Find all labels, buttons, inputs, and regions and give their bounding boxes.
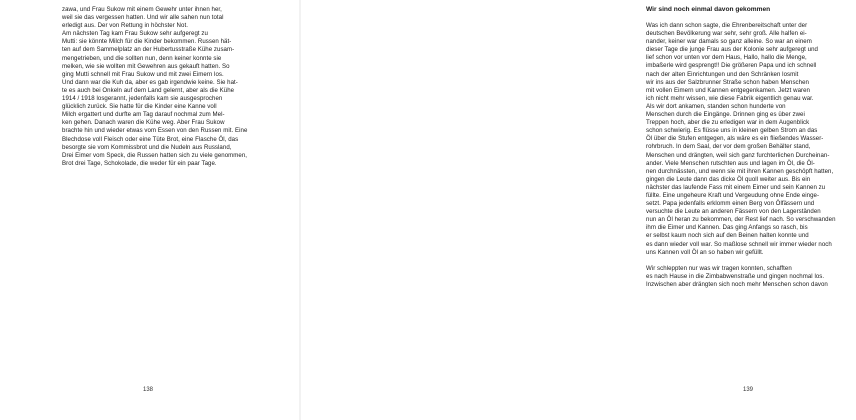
text-line: ich nicht mehr wissen, wie diese Fabrik eigentlich genau war. [646,94,814,102]
text-line: te es auch bei Onkeln auf dem Land gelernt, aber als die Kühe [62,86,235,94]
text-line: wir ins aus der Salzbrunner Straße schon haben Menschen [646,78,809,86]
text-line: ging Mutti schnell mit Frau Sukow und mit zwei Eimern los. [62,70,224,78]
text-line: Menschen durch die Eingänge. Drinnen ging es über zwei [646,111,805,119]
text-line: nun an Öl heran zu bekommen, der Rest lief nach. So verschwanden [646,216,836,224]
text-line [646,257,856,265]
text-line: es nach Hause in die Zimbabwenstraße und gingen nochmal los. [646,272,825,280]
text-line: Drei Eimer vom Speck, die Russen hatten sich zu viele genommen, [62,151,248,159]
text-line: Als wir dort ankamen, standen schon hunderte von [646,102,786,110]
text-line: melken, wie sie wollten mit Gewehren aus gekauft hatten. So [62,62,230,70]
right-page [300,0,836,420]
text-line: gingen die Leute dann das dicke Öl quoll weiter aus. Bis ein [646,175,811,183]
text-line: versuchte die Leute an anderen Fässern von den Lagerständen [646,208,821,216]
text-line: Brot drei Tage, Schokolade, die weder für ein paar Tage. [62,159,217,167]
text-line: weil sie das vergessen hatten. Und wir alle sahen nun total [62,14,224,22]
text-line: Mutti: sie könnte Milch für die Kinder bekommen. Russen hät- [62,38,232,46]
text-line: nächster das laufende Fass mit einem Eimer und sein Kannen zu [646,183,826,191]
text-line: nander, keiner war damals so ganz alleine. So war an einem [646,38,812,46]
left-page-text [62,6,265,168]
text-line: füllte. Eine ungeheure Kraft und Vergeudung ohne Ende einge- [646,191,820,199]
text-line: ten auf dem Sammelplatz an der Hubertusstraße Kühe zusam- [62,46,235,54]
text-line: Was ich dann schon sagte, die Ehrenbereitschaft unter der [646,22,808,29]
text-line: Inzwischen aber drängten sich noch mehr Menschen schon davon [646,281,828,288]
text-line: dieser Tage die junge Frau aus der Kolonie sehr aufgeregt und [646,46,818,54]
right-page-text [646,6,856,289]
text-line: uns Kannen voll Öl an so haben wir gefüllt. [646,248,764,256]
text-line: ken gehen. Danach waren die Kühe weg. Aber Frau Sukow [62,119,225,127]
text-line: nach der alten Einrichtungen und den Schränken losmit [646,70,799,78]
text-line: er selbst kaum noch sich auf den Beinen halten konnte und [646,232,809,240]
text-line: Blechdose voll Fleisch oder eine Tüte Brot, eine Flasche Öl, das [62,135,239,143]
left-page-number: 138 [143,387,154,393]
text-line: erledigt aus. Der von Rettung in höchster Not. [62,22,188,30]
text-line: zawa, und Frau Sukow mit einem Gewehr unter ihnen her, [62,6,222,13]
text-line: Treppen hoch, aber die zu erledigen war in dem Augenblick [646,119,810,127]
text-line: mengetrieben, und die sollten nun, denn keiner konnte sie [62,54,222,62]
text-line: schon schwierig. Es flüsse uns in kleinen gelben Strom an das [646,127,818,135]
text-line: Menschen und drängten, weil sich ganz furchterlichen Durcheinan- [646,151,830,159]
right-page-number: 139 [743,387,754,393]
text-line: deutschen Bevölkerung war sehr, sehr groß. Alle halfen ei- [646,30,807,38]
text-line: besorgte sie vom Kommissbrot und die Nudeln aus Russland, [62,143,232,151]
text-line: ander. Viele Menschen rutschten aus und lagen im Öl, die Öl- [646,159,815,167]
text-line: nen durchnässten, und wenn sie mit ihren Kannen geschöpft hatten, [646,167,834,175]
text-line: imbaßerle wird gesprengt!! Die größeren Papa und ich schnell [646,62,817,70]
text-line: lief schon vor unten vor dem Haus, Hallo, hallo die Menge, [646,54,807,62]
chapter-heading: Wir sind noch einmal davon gekommen [646,6,771,13]
text-line: es dann wieder voll war. So maßlose schnell wir immer wieder noch [646,240,832,248]
text-line: Wir schleppten nur was wir tragen konnten, schafften [646,264,792,272]
text-line: Am nächsten Tag kam Frau Sukow sehr aufgeregt zu [62,30,208,38]
text-line: rohrbruch. In dem Saal, der vor dem großen Behälter stand, [646,143,811,151]
text-line: Milch ergattert und durfte am Tag darauf nochmal zum Mel- [62,111,225,119]
text-line: brachte hin und wieder etwas vom Essen von den Russen mit. Eine [62,127,248,135]
text-line: setzt. Papa jedenfalls erklomm einen Berg von Ölfässern und [646,200,815,208]
text-line: Und dann war die Kuh da, aber es gab irgendwie keine. Sie hat- [62,78,238,86]
text-line: 1914 / 1918 losgerannt, jedenfalls kam sie ausgesprochen [62,95,223,103]
text-line: Öl über die Stufen entgegen, als wäre es ein fließendes Wasser- [646,135,824,143]
text-line: mit vollen Eimern und Kannen entgegenkamen. Jetzt waren [646,86,810,94]
text-line: glücklich zurück. Sie hatte für die Kinder eine Kanne voll [62,103,217,111]
text-line: ihm die Eimer und Kannen. Das ging Anfangs so rasch, bis [646,224,808,232]
left-page [0,0,300,420]
